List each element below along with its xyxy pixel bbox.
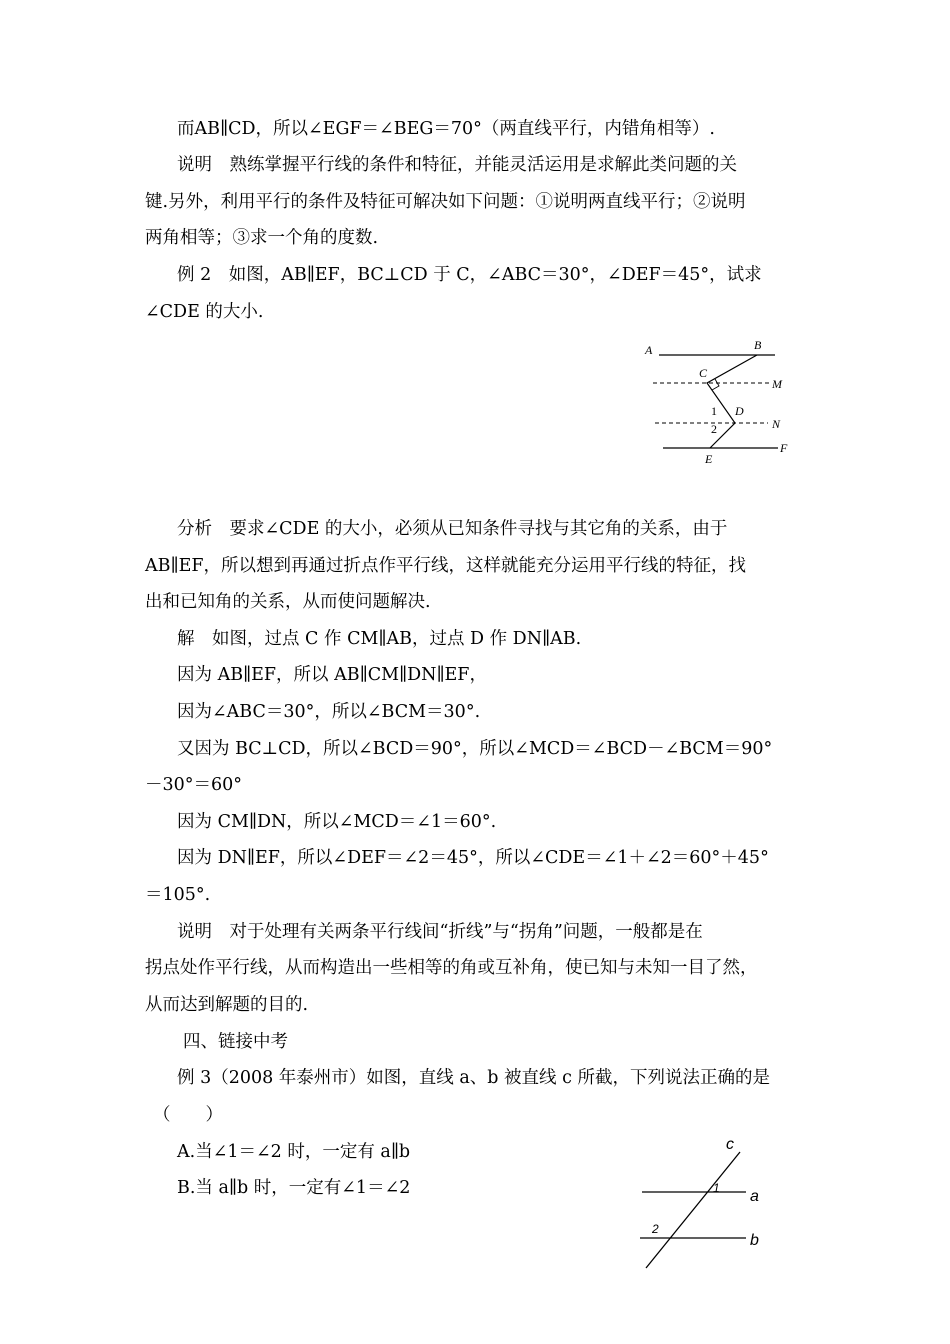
- text-line-20: 从而达到解题的目的.: [145, 995, 309, 1015]
- text-line-5: 例 2 如图，AB∥EF，BC⊥CD 于 C，∠ABC＝30°，∠DEF＝45°，试求: [177, 265, 762, 285]
- figure-parallel-lines: [635, 335, 795, 470]
- text-line-4: 两角相等；③求一个角的度数.: [145, 228, 379, 248]
- label-c: c: [726, 1136, 734, 1153]
- label-F: F: [780, 441, 788, 455]
- label-angle-1: 1: [713, 1181, 720, 1195]
- text-line-19: 拐点处作平行线，从而构造出一些相等的角或互补角，使已知与未知一目了然，: [145, 958, 758, 978]
- text-line-16: 因为 DN∥EF，所以∠DEF＝∠2＝45°，所以∠CDE＝∠1＋∠2＝60°＋45°: [177, 848, 769, 868]
- text-line-9: 出和已知角的关系，从而使问题解决.: [145, 592, 431, 612]
- label-A: A: [645, 343, 653, 357]
- label-C: C: [699, 366, 708, 380]
- text-line-2: 说明 熟练掌握平行线的条件和特征，并能灵活运用是求解此类问题的关: [177, 155, 737, 175]
- text-line-8: AB∥EF，所以想到再通过折点作平行线，这样就能充分运用平行线的特征，找: [145, 556, 746, 576]
- label-a: a: [750, 1188, 759, 1205]
- text-line-11: 因为 AB∥EF，所以 AB∥CM∥DN∥EF，: [177, 665, 487, 685]
- text-line-7: 分析 要求∠CDE 的大小，必须从已知条件寻找与其它角的关系，由于: [177, 519, 728, 539]
- figure-transversal: [630, 1132, 780, 1272]
- text-line-6: ∠CDE 的大小.: [145, 302, 264, 322]
- label-angle-2: 2: [652, 1222, 659, 1236]
- text-line-15: 因为 CM∥DN，所以∠MCD＝∠1＝60°.: [177, 812, 497, 832]
- text-line-3: 键.另外，利用平行的条件及特征可解决如下问题：①说明两直线平行；②说明: [145, 192, 746, 212]
- label-E: E: [705, 452, 713, 466]
- text-line-22: 例 3（2008 年泰州市）如图，直线 a、b 被直线 c 所截，下列说法正确的是: [177, 1068, 770, 1088]
- option-a: A.当∠1＝∠2 时，一定有 a∥b: [177, 1142, 411, 1162]
- answer-blank: （ ）: [153, 1105, 223, 1125]
- label-N: N: [772, 417, 781, 431]
- option-b: B.当 a∥b 时，一定有∠1＝∠2: [177, 1178, 411, 1198]
- label-1: 1: [711, 404, 717, 418]
- text-line-14: －30°＝60°: [145, 775, 243, 795]
- label-D: D: [735, 404, 744, 418]
- text-line-17: ＝105°.: [145, 885, 211, 905]
- section-heading: 四、链接中考: [183, 1032, 288, 1052]
- label-2: 2: [711, 422, 717, 436]
- text-line-12: 因为∠ABC＝30°，所以∠BCM＝30°.: [177, 702, 481, 722]
- text-line-1: 而AB∥CD，所以∠EGF＝∠BEG＝70°（两直线平行，内错角相等）.: [177, 119, 715, 139]
- label-b: b: [750, 1232, 759, 1249]
- label-M: M: [772, 377, 782, 391]
- text-line-18: 说明 对于处理有关两条平行线间“折线”与“拐角”问题，一般都是在: [177, 922, 703, 942]
- text-line-10: 解 如图，过点 C 作 CM∥AB，过点 D 作 DN∥AB.: [177, 629, 582, 649]
- label-B: B: [754, 338, 762, 352]
- text-line-13: 又因为 BC⊥CD，所以∠BCD＝90°，所以∠MCD＝∠BCD－∠BCM＝90°: [177, 739, 773, 759]
